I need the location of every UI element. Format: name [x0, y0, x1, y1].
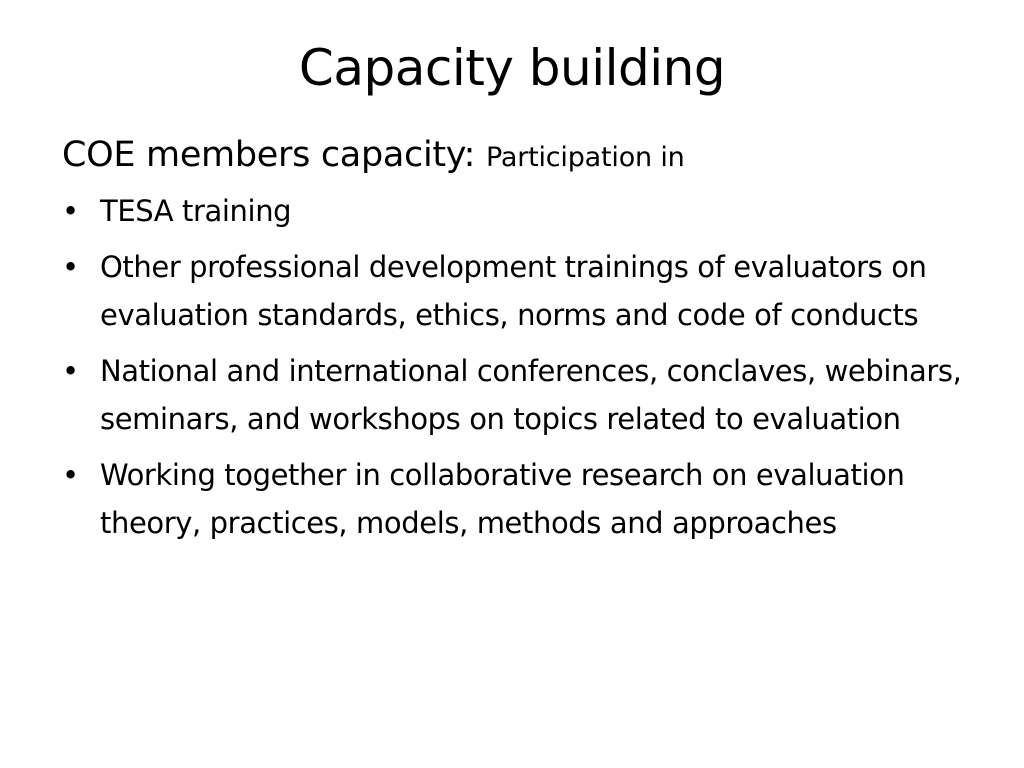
slide-title: Capacity building — [298, 39, 726, 97]
lead-line — [62, 130, 972, 183]
bullet-item-professional-development — [62, 243, 972, 339]
bullet-item-tesa-training — [62, 187, 972, 235]
bullet-item-collaborative-research — [62, 451, 972, 547]
bullet-icon: • — [62, 194, 79, 228]
bullet-icon: • — [62, 458, 79, 492]
bullet-list — [62, 187, 972, 547]
bullet-text: Other professional development trainings of evaluators on evaluation standards, ethics, norms and code of conducts — [100, 250, 927, 332]
bullet-text: Working together in collaborative research on evaluation theory, practices, models, methods and approaches — [100, 458, 905, 540]
bullet-item-conferences — [62, 347, 972, 443]
lead-sub: Participation in — [485, 142, 685, 173]
bullet-text: National and international conferences, conclaves, webinars, seminars, and workshops on topics related to evaluation — [100, 354, 962, 436]
bullet-icon: • — [62, 354, 79, 388]
slide-body — [62, 130, 972, 555]
bullet-text: TESA training — [100, 194, 292, 228]
lead-main: COE members capacity: — [62, 135, 476, 175]
bullet-icon: • — [62, 250, 79, 284]
